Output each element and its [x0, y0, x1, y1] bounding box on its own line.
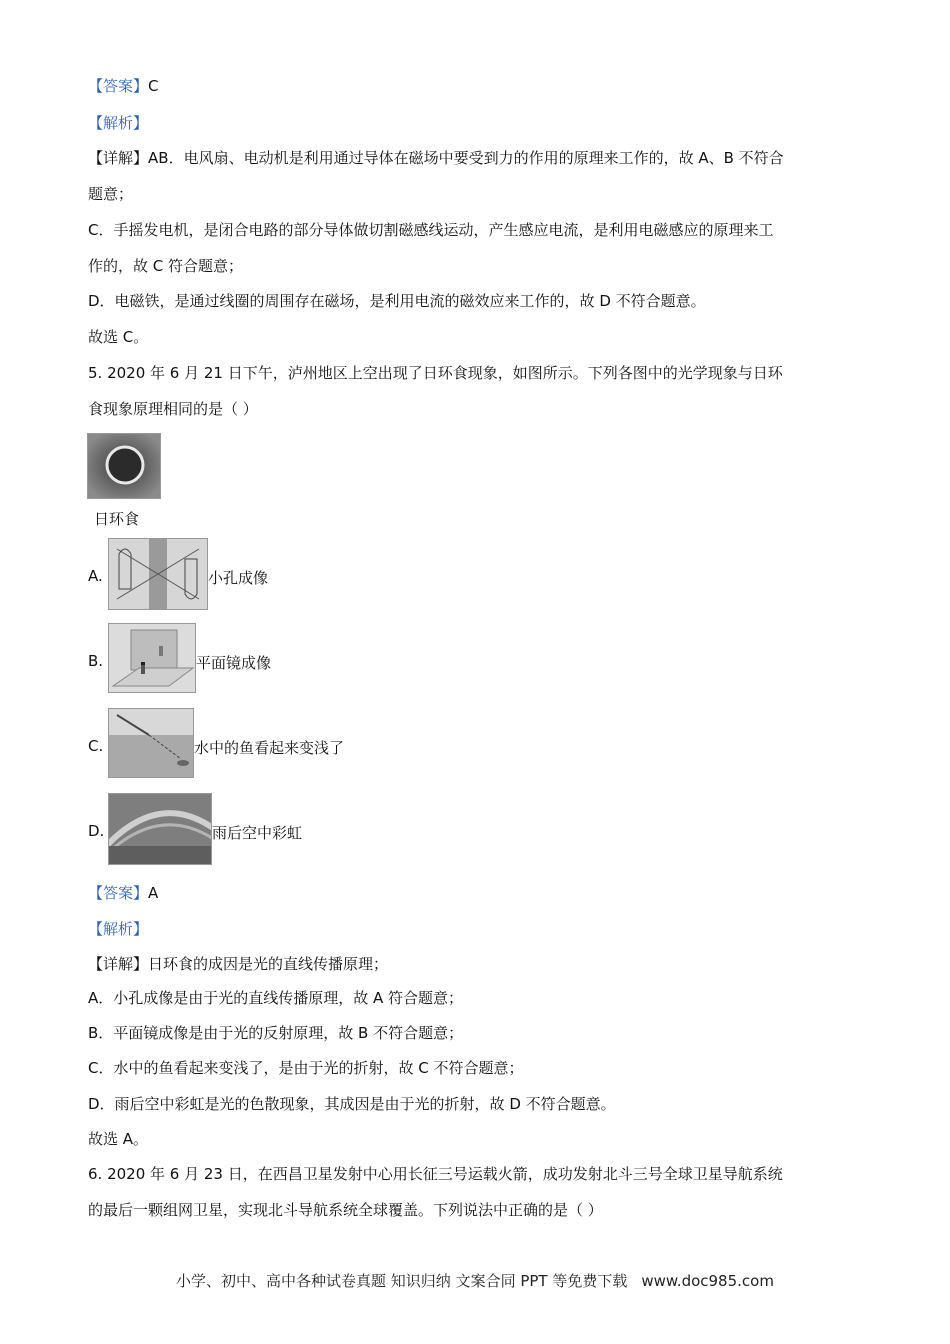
pinhole-imaging-image [108, 538, 208, 610]
option-d-letter: D. [88, 822, 105, 840]
answer-tag: 【答案】 [88, 77, 149, 95]
q4-option-c-line1: C．手摇发电机，是闭合电路的部分导体做切割磁感线运动，产生感应电流，是利用电磁感应的原理来工 [88, 221, 774, 239]
rainbow-image [108, 793, 212, 865]
detail-tag: 【详解】 [88, 955, 149, 973]
option-b-caption: 平面镜成像 [196, 654, 272, 672]
q4-option-d-line: D．电磁铁，是通过线圈的周围存在磁场，是利用电流的磁效应来工作的，故 D 不符合题意。 [88, 292, 706, 310]
analysis-tag: 【解析】 [88, 920, 149, 938]
plane-mirror-image [108, 623, 196, 693]
analysis-tag: 【解析】 [88, 114, 149, 132]
option-a-letter: A. [88, 567, 103, 585]
q4-detail-line2: 题意； [88, 185, 134, 203]
footer-text: 小学、初中、高中各种试卷真题 知识归纳 文案合同 PPT 等免费下载 [176, 1272, 628, 1290]
detail-text: 日环食的成因是光的直线传播原理； [148, 955, 389, 973]
q4-option-c-line2: 作的，故 C 符合题意； [88, 257, 244, 275]
q5-explain-b: B．平面镜成像是由于光的反射原理，故 B 不符合题意； [88, 1024, 464, 1042]
q5-stem-line1: 5. 2020 年 6 月 21 日下午，泸州地区上空出现了日环食现象，如图所示。下列各图中的光学现象与日环 [88, 364, 783, 382]
q5-explain-a: A．小孔成像是由于光的直线传播原理，故 A 符合题意； [88, 989, 464, 1007]
annular-eclipse-image [87, 433, 161, 499]
page-footer [0, 1270, 950, 1291]
fish-in-water-image [108, 708, 194, 778]
detail-text: AB．电风扇、电动机是利用通过导体在磁场中要受到力的作用的原理来工作的，故 A、B 不符合 [148, 149, 784, 167]
q6-stem-line1: 6. 2020 年 6 月 23 日，在西昌卫星发射中心用长征三号运载火箭，成功发射北斗三号全球卫星导航系统 [88, 1165, 783, 1183]
q5-answer-line [88, 883, 158, 903]
eclipse-caption: 日环食 [94, 510, 140, 528]
option-c-caption: 水中的鱼看起来变浅了 [194, 739, 345, 757]
answer-value: C [148, 77, 159, 95]
option-d-caption: 雨后空中彩虹 [212, 824, 303, 842]
answer-tag: 【答案】 [88, 884, 149, 902]
q5-stem-line2: 食现象原理相同的是（ ） [88, 400, 258, 418]
q5-explain-d: D．雨后空中彩虹是光的色散现象，其成因是由于光的折射，故 D 不符合题意。 [88, 1095, 616, 1113]
answer-value: A [148, 884, 159, 902]
q5-explain-c: C．水中的鱼看起来变浅了，是由于光的折射，故 C 不符合题意； [88, 1059, 524, 1077]
q5-conclusion: 故选 A。 [88, 1130, 149, 1148]
q4-conclusion: 故选 C。 [88, 328, 149, 346]
q5-detail-line [88, 954, 388, 974]
q6-stem-line2: 的最后一颗组网卫星，实现北斗导航系统全球覆盖。下列说法中正确的是（ ） [88, 1201, 603, 1219]
q4-detail-line1 [88, 148, 784, 168]
option-c-letter: C. [88, 737, 104, 755]
detail-tag: 【详解】 [88, 149, 149, 167]
footer-url[interactable]: www.doc985.com [641, 1272, 774, 1290]
option-b-letter: B. [88, 652, 104, 670]
option-a-caption: 小孔成像 [208, 569, 269, 587]
q4-answer-line [88, 76, 159, 96]
